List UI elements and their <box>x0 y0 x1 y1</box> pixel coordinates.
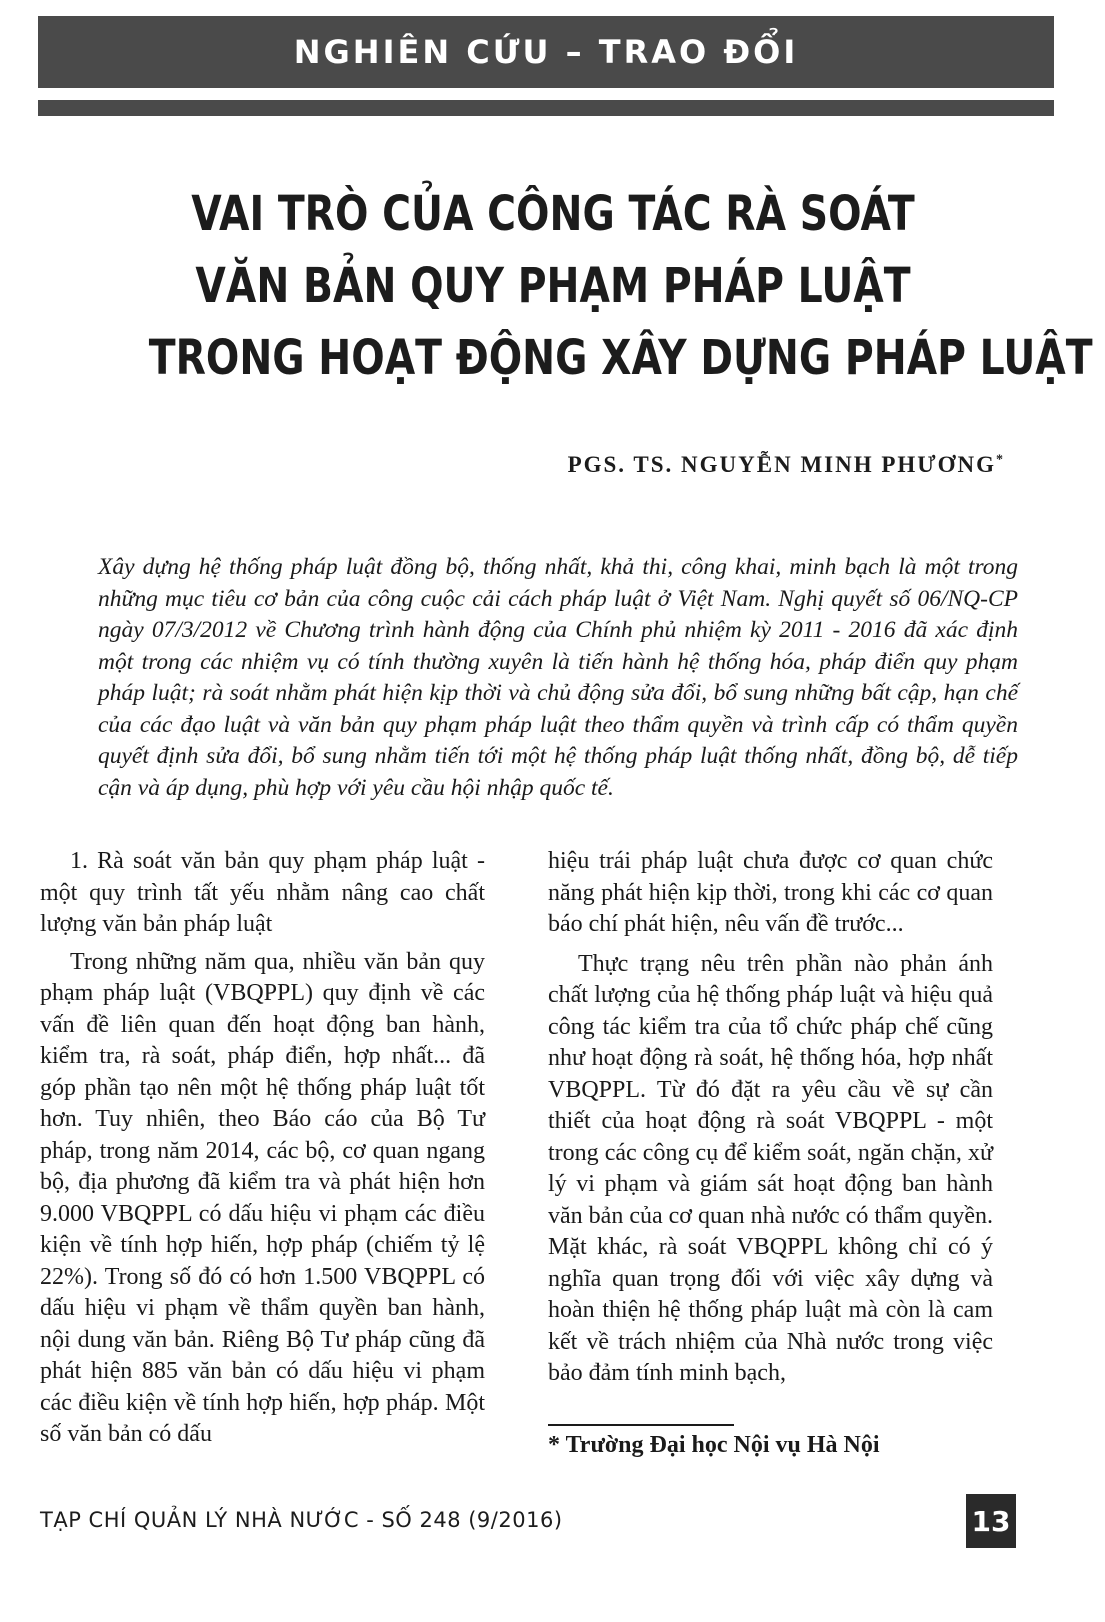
right-column <box>548 846 993 1390</box>
author-line <box>568 452 1005 478</box>
section-banner <box>38 16 1054 88</box>
header-rule <box>38 100 1054 116</box>
section-heading: 1. Rà soát văn bản quy phạm pháp luật - một quy trình tất yếu nhằm nâng cao chất lượng văn bản pháp luật <box>40 848 485 937</box>
author-footnote-mark: * <box>996 452 1005 468</box>
body-paragraph: Thực trạng nêu trên phần nào phản ánh chất lượng của hệ thống pháp luật và hiệu quả công tác kiểm tra của tổ chức pháp chế cũng như hoạt động rà soát, hệ thống hóa, hợp nhất VBQPPL. Từ đó đặt ra yêu cầu về sự cần thiết của hoạt động rà soát VBQPPL - một trong các công cụ để kiểm soát, ngăn chặn, xử lý vi phạm và giám sát hoạt động ban hành văn bản của cơ quan nhà nước có thẩm quyền. Mặt khác, rà soát VBQPPL không chỉ có ý nghĩa quan trọng đối với việc xây dựng và hoàn thiện hệ thống pháp luật mà còn là cam kết về trách nhiệm của Nhà nước trong việc bảo đảm tính minh bạch, <box>548 950 993 1386</box>
body-paragraph: Trong những năm qua, nhiều văn bản quy phạm pháp luật (VBQPPL) quy định về các vấn đề liên quan đến hoạt động ban hành, kiểm tra, rà soát, pháp điển, hợp nhất... đã góp phần tạo nên một hệ thống pháp luật tốt hơn. Tuy nhiên, theo Báo cáo của Bộ Tư pháp, trong năm 2014, các bộ, cơ quan ngang bộ, địa phương đã kiểm tra và phát hiện hơn 9.000 VBQPPL có dấu hiệu vi phạm các điều kiện về tính hợp hiến, hợp pháp (chiếm tỷ lệ 22%). Trong số đó có hơn 1.500 VBQPPL có dấu hiệu vi phạm về thẩm quyền ban hành, nội dung văn bản. Riêng Bộ Tư pháp cũng đã phát hiện 885 văn bản có dấu hiệu vi phạm các điều kiện về tính hợp hiến, hợp pháp. Một số văn bản có dấu <box>40 948 485 1447</box>
author-name: PGS. TS. NGUYỄN MINH PHƯƠNG <box>567 452 996 477</box>
footnote: * Trường Đại học Nội vụ Hà Nội <box>548 1432 880 1458</box>
left-column <box>40 846 485 1451</box>
body-paragraph: hiệu trái pháp luật chưa được cơ quan chức năng phát hiện kịp thời, trong khi các cơ quan báo chí phát hiện, nêu vấn đề trước... <box>548 848 993 937</box>
page-number: 13 <box>966 1494 1016 1548</box>
section-label: NGHIÊN CỨU – TRAO ĐỔI <box>293 33 799 71</box>
journal-footer: TẠP CHÍ QUẢN LÝ NHÀ NƯỚC - SỐ 248 (9/2016) <box>40 1508 563 1532</box>
title-line: VAI TRÒ CỦA CÔNG TÁC RÀ SOÁT <box>191 186 915 242</box>
title-line: VĂN BẢN QUY PHẠM PHÁP LUẬT <box>195 258 911 314</box>
footnote-divider <box>548 1424 734 1426</box>
abstract: Xây dựng hệ thống pháp luật đồng bộ, thống nhất, khả thi, công khai, minh bạch là một trong những mục tiêu cơ bản của công cuộc cải cách pháp luật ở Việt Nam. Nghị quyết số 06/NQ-CP ngày 07/3/2012 về Chương trình hành động của Chính phủ nhiệm kỳ 2011 - 2016 đã xác định một trong các nhiệm vụ có tính thường xuyên là tiến hành hệ thống hóa, pháp điển quy phạm pháp luật; rà soát nhằm phát hiện kịp thời và chủ động sửa đổi, bổ sung những bất cập, hạn chế của các đạo luật và văn bản quy phạm pháp luật theo thẩm quyền và trình cấp có thẩm quyền quyết định sửa đổi, bổ sung nhằm tiến tới một hệ thống pháp luật thống nhất, đồng bộ, dễ tiếp cận và áp dụng, phù hợp với yêu cầu hội nhập quốc tế. <box>98 554 1018 801</box>
article-title <box>60 178 1093 394</box>
title-line: TRONG HOẠT ĐỘNG XÂY DỰNG PHÁP LUẬT <box>148 330 1093 386</box>
